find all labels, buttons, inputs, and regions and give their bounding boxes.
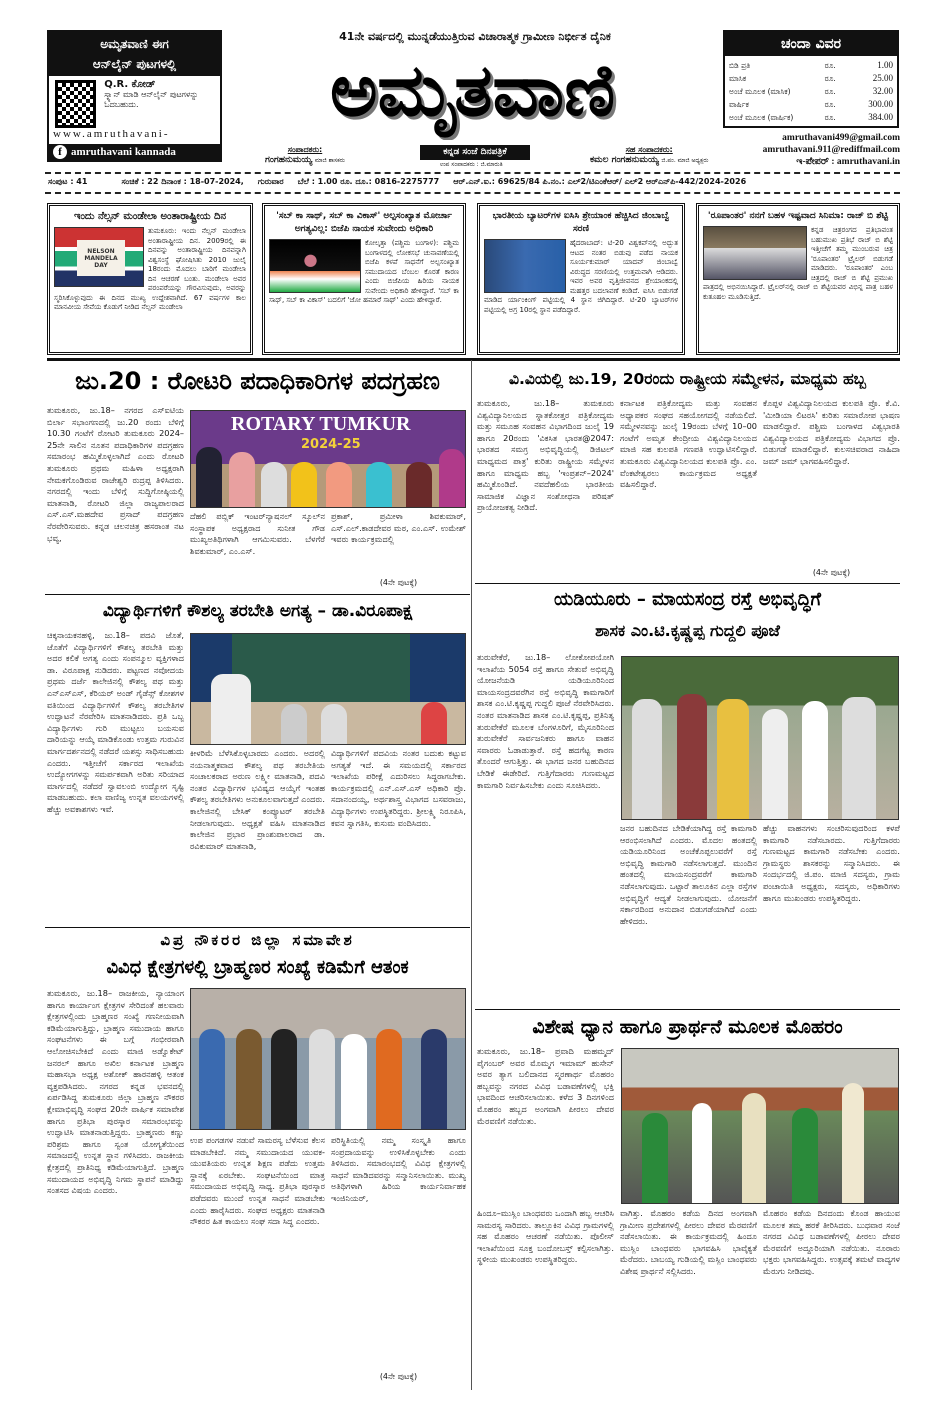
subscription-cur: ರೂ. [824,61,836,70]
rotary-banner-year: 2024-25 [301,437,361,452]
box-text: ತುಮಕೂರು: ಇಂದು ನೆಲ್ಸನ್ ಮಂಡೇಲಾ ಅಂತಾರಾಷ್ಟ್ರೀಯ ದಿನ. 2009ರಲ್ಲಿ ಈ ದಿನವನ್ನು ಅಂತಾರಾಷ್ಟ್ರೀಯ ದಿನವನ್ನಾಗಿ ವಿಶ್ವಸಂಸ್ಥೆ ಘೋಷಿಸಿತು 2010 ಜುಲೈ 18ರಂದು ಮೊದಲು ಬಾರಿಗೆ ಮಂಡೇಲಾ ದಿನ ಆಚರಣೆ ಬಂತು. ಮಂಡೇಲಾ ಅವರ ಪರಂಪರೆಯನ್ನು ಗೌರವಿಸುವುದು, ಅವರನ್ನು ಸ್ಮರಿಸಿಕೊಳ್ಳುವುದು ಈ ದಿನದ ಮುಖ್ಯ ಉದ್ದೇಶವಾಗಿದೆ. 67 ವರ್ಷಗಳ ಕಾಲ ಮಾನವೀಯ ಸೇವೆಯ ಕೊಡುಗೆ ನೀಡಿದ ನೆಲ್ಸನ್ ಮಂಡೇಲಾ [54,227,246,311]
article-university-col2: ಕರ್ನಾಟಕ ಪತ್ರಿಕೋದ್ಯಮ ಮತ್ತು ಸಂವಹನ ಅಧ್ಯಾಪಕರ ಸಂಘದ ಸಹಯೋಗದಲ್ಲಿ ನಡೆಯಲಿದೆ. ಸಮ್ಮೇಳನವನ್ನು ಜುಲೈ 19ರಂದು ಬೆಳಗ್ಗೆ 10–00 ಗಂಟೆಗೆ ಅಮೃತ ಕೇಂದ್ರೀಯ ವಿಶ್ವವಿದ್ಯಾನಿಲಯದ ಮಾಜಿ ಸಹ ಕುಲಪತಿ ಗಣಪತಿ ಉದ್ಘಾಟಿಸಲಿದ್ದಾರೆ. ತುಮಕೂರು ವಿಶ್ವವಿದ್ಯಾನಿಲಯದ ಕುಲಪತಿ ಪ್ರೊ. ಎಂ. ವೆಂಕಟೇಶ್ವರಲು ಕಾರ್ಯಕ್ರಮದ ಅಧ್ಯಕ್ಷತೆ ವಹಿಸಲಿದ್ದಾರೆ. [620,398,757,490]
subscription-label: ಬಿಡಿ ಪ್ರತಿ [729,61,751,70]
divider [45,192,900,194]
subscription-row [729,111,893,124]
epaper-link[interactable]: ಇ-ಪೇಪರ್ : amruthavani.in [796,157,900,167]
online-line1: ಅಮೃತವಾಣಿ ಈಗ [100,37,169,51]
article-road-col1: ತುರುವೇಕೆರೆ, ಜು.18– ಲೋಕೋಪಯೋಗಿ ಇಲಾಖೆಯ 5054 ರಸ್ತೆ ಹಾಗೂ ಸೇತುವೆ ಅಭಿವೃದ್ಧಿ ಯೋಜನೆಯಡಿ ಯಡಿಯೂರಿನಿಂದ ಮಾಯಸಂದ್ರದವರೆಗಿನ ರಸ್ತೆ ಅಭಿವೃದ್ಧಿ ಕಾಮಗಾರಿಗೆ ಶಾಸಕ ಎಂ.ಟಿ.ಕೃಷ್ಣಪ್ಪ ಗುದ್ದಲಿ ಪೂಜೆ ನೆರವೇರಿಸಿದರು. ನಂತರ ಮಾತನಾಡಿದ ಶಾಸಕ ಎಂ.ಟಿ.ಕೃಷ್ಣಪ್ಪ, ಪ್ರತಿನಿತ್ಯ ತುರುವೇಕೆರೆ ಮೂಲಕ ಬೆಂಗಳೂರಿಗೆ, ಮೈಸೂರಿನಿಂದ ತುರುವೇಕೆರೆ ಸಾರ್ವಜನಿಕರು ಹಾಗೂ ವಾಹನ ಸವಾರರು ಓಡಾಡುತ್ತಾರೆ. ರಸ್ತೆ ಹದಗೆಟ್ಟ ಕಾರಣ ತೊಂದರೆ ಆಗುತ್ತಿತ್ತು. ಈ ಭಾಗದ ಜನರ ಬಹುದಿನದ ಬೇಡಿಕೆ ಈಡೇರಿದೆ. ಗುತ್ತಿಗೆದಾರರು ಗುಣಮಟ್ಟದ ಕಾಮಗಾರಿ ನಿರ್ವಹಿಸಬೇಕು ಎಂದು ಸೂಚಿಸಿದರು. [477,652,614,790]
divider [475,583,900,584]
vipra-event-photo [190,988,466,1130]
box-headline: ಭಾರತೀಯ ಬ್ಯಾಟರ್‌ಗಳ ಐಸಿಸಿ ಶ್ರೇಯಾಂಕ ಹೆಚ್ಚಿಸಿದ ಜಿಂಬಾಬ್ವೆ ಸರಣಿ [492,211,670,234]
column-rule [471,360,472,1390]
headline-university: ವಿ.ವಿಯಲ್ಲಿ ಜು.19, 20ರಂದು ರಾಷ್ಟ್ರೀಯ ಸಮ್ಮೇಳನ, ಮಾಧ್ಯಮ ಹಬ್ಬ [509,370,866,388]
article-road-col2: ಜನರ ಬಹುದಿನದ ಬೇಡಿಕೆಯಾಗಿದ್ದ ರಸ್ತೆ ಕಾಮಗಾರಿ ಆರಂಭಿಸಲಾಗಿದೆ ಎಂದರು. ಮೊದಲ ಹಂತದಲ್ಲಿ ಯಡಿಯೂರಿನಿಂದ ಅಂಚೆಕೊಪ್ಪಲುವರೆಗೆ ರಸ್ತೆ ಅಭಿವೃದ್ಧಿ ಕಾಮಗಾರಿ ನಡೆಸಲಾಗುತ್ತದೆ. ಮುಂದಿನ ಹಂತದಲ್ಲಿ ಮಾಯಸಂದ್ರವರೆಗೆ ಕಾಮಗಾರಿ ನಡೆಸಲಾಗುವುದು. ಒಟ್ಟಾರೆ ತಾಲೂಕಿನ ಎಲ್ಲಾ ರಸ್ತೆಗಳ ಅಭಿವೃದ್ಧಿಗೆ ಆದ್ಯತೆ ನೀಡಲಾಗುವುದು. ಯೋಜನೆಗೆ ಸರ್ಕಾರದಿಂದ ಅನುದಾನ ಬಿಡುಗಡೆಯಾಗಿದೆ ಎಂದು ಹೇಳಿದರು. [620,823,757,926]
article-skill-col1: ಚಿಕ್ಕನಾಯಕನಹಳ್ಳಿ, ಜು.18– ಪದವಿ ಜೊತೆ, ಜೊತೆಗೆ ವಿದ್ಯಾರ್ಥಿಗಳಿಗೆ ಕೌಶಲ್ಯ ತರಬೇತಿ ಮತ್ತು ಅದರ ಕಲಿಕೆ ಅಗತ್ಯ ಎಂದು ಸಂಪನ್ಮೂಲ ವ್ಯಕ್ತಿಗಳಾದ ಡಾ. ವಿರೂಪಾಕ್ಷ ನುಡಿದರು. ಪಟ್ಟಣದ ನವೋದಯ ಪ್ರಥಮ ದರ್ಜೆ ಕಾಲೇಜಿನಲ್ಲಿ ಕೌಶಲ್ಯ ಪಥ ಮತ್ತು ಎನ್‌ಎಸ್‌ಎಸ್, ಕೆರಿಯರ್ ಅಂಡ್ ಗೈಡೆನ್ಸ್ ಕೋಶಗಳ ವತಿಯಿಂದ ವಿದ್ಯಾರ್ಥಿಗಳಿಗೆ ಕೌಶಲ್ಯ ತರಬೇತಿಗಳ ಉದ್ಘಾಟನೆ ನೆರವೇರಿಸಿ ಮಾತನಾಡಿದರು. ಪ್ರತಿ ಒಬ್ಬ ವಿದ್ಯಾರ್ಥಿಗಳು ಗುರಿ ಮುಟ್ಟಲು ಬಯಸುವ ದಾರಿಯನ್ನು ಆಯ್ಕೆ ಮಾಡಿಕೊಂಡು ಉತ್ತಮ ಗುರುವಿನ ಮಾರ್ಗದರ್ಶನದಲ್ಲಿ ನಡೆದರೆ ಯಶಸ್ಸು ಸಾಧಿಸಬಹುದು ಎಂದರು. ಇತ್ತೀಚೆಗೆ ಸರ್ಕಾರದ ಇಲಾಖೆಯ ಉದ್ಯೋಗಗಳನ್ನು ಸಮರ್ಪಕವಾಗಿ ಅರಿತು ಸರಿಯಾದ ಮಾರ್ಗದಲ್ಲಿ ನಡೆದರೆ ಸ್ವಾವಲಂಬಿ ಉದ್ಯೋಗ ಸೃಷ್ಟಿ ಮಾಡಬಹುದು. ಕಲಾ ವಾಣಿಜ್ಯ ಉನ್ನತ ವಲಯಗಳಲ್ಲಿ ಹೆಚ್ಚು ಅವಕಾಶಗಳು ಇವೆ. [47,630,184,814]
article-university-col3: ಕೊಪ್ಪಳ ವಿಶ್ವವಿದ್ಯಾನಿಲಯದ ಕುಲಪತಿ ಪ್ರೊ. ಕೆ.ವಿ. 'ಮೀಡಿಯಾ ಲಿಟರಸಿ' ಕುರಿತು ಸಮಾರೋಪ ಭಾಷಣ ಮಾಡಲಿದ್ದಾರೆ. ಪಶ್ಚಿಮ ಬಂಗಾಳದ ವಿಶ್ವಭಾರತಿ ವಿಶ್ವವಿದ್ಯಾಲಯದ ಪತ್ರಿಕೋದ್ಯಮ ವಿಭಾಗದ ಪ್ರೊ. ಬಿಡುಗಡೆ ಮಾಡಲಿದ್ದಾರೆ. ಕುಲಸಚಿವರಾದ ನಾಹಿದಾ ಜಮ್ ಜಮ್ ಭಾಗವಹಿಸಲಿದ್ದಾರೆ. [763,398,900,466]
article-muharram-col3: ಮೊಹರಂ ಕಡೆಯ ದಿನದಂದು ಕೊಂಡ ಹಾಯುವ ಮೂಲಕ ತಮ್ಮ ಹರಕೆ ತೀರಿಸಿದರು. ಬುಧವಾರ ಸಂಜೆ ನಗರದ ವಿವಿಧ ಬಡಾವಣೆಗಳಲ್ಲಿ ಪೀರಲು ದೇವರ ಮೆರವಣಿಗೆ ಅದ್ದೂರಿಯಾಗಿ ನಡೆಯಿತು. ನೂರಾರು ಭಕ್ತರು ಭಾಗವಹಿಸಿದ್ದರು. ಉತ್ಸವಕ್ಕೆ ತಮಟೆ ವಾದ್ಯಗಳ ಮೆರುಗು ನೀಡಿದವು. [763,1208,900,1276]
editor-note: ಮಾಜಿ ಶಾಸಕರು [314,157,345,164]
online-promo-box [47,30,222,162]
email-2[interactable]: amruthavani.911@rediffmail.com [762,145,900,155]
tagline: 41ನೇ ವರ್ಷದಲ್ಲಿ ಮುನ್ನಡೆಯುತ್ತಿರುವ ವಿಚಾರಾತ್ಮಕ ಗ್ರಾಮೀಣ ನಿರ್ಭೀತ ದೈನಿಕ [339,30,611,43]
divider [45,172,900,174]
divider [45,927,470,928]
article-vipra-col2: ಉಪ ಪಂಗಡಗಳ ನಡುವೆ ಸಾಮರಸ್ಯ ಬೆಳೆಸುವ ಕೆಲಸ ಮಾಡಬೇಕಿದೆ. ನಮ್ಮ ಸಮುದಾಯದ ಯುವಕ-ಯುವತಿಯರು ಉನ್ನತ ಶಿಕ್ಷಣ ಪಡೆದು ಉತ್ತಮ ಸ್ಥಾನಕ್ಕೆ ಏರಬೇಕು. ಸಂಘಟನೆಯಿಂದ ಮಾತ್ರ ಸಮುದಾಯದ ಅಭಿವೃದ್ಧಿ ಸಾಧ್ಯ. ಪ್ರತಿಭಾ ಪುರಸ್ಕಾರ ಪಡೆದವರು ಮುಂದೆ ಉನ್ನತ ಸಾಧನೆ ಮಾಡಬೇಕು ಎಂದು ಹಾರೈಸಿದರು. ಸಂಘದ ಅಧ್ಯಕ್ಷರು ಮಾತನಾಡಿ ನೌಕರರ ಹಿತ ಕಾಯಲು ಸಂಘ ಸದಾ ಸಿದ್ಧ ಎಂದರು. [190,1135,325,1227]
volume: ಸಂಪುಟ : 41 [48,177,88,186]
qr-code[interactable] [55,80,96,128]
headline-rotary: ಜು.20 : ರೋಟರಿ ಪದಾಧಿಕಾರಿಗಳ ಪದಗ್ರಹಣ [75,367,440,395]
co-editor-label: ಸಹ ಸಂಪಾದಕರು: [625,145,673,154]
continued-label: (4ನೇ ಪುಟಕ್ಕೆ) [812,568,851,577]
facebook-page[interactable]: amruthavani kannada [71,146,176,158]
issue-date: ಸಂಚಿಕೆ : 22 ದಿನಾಂಕ : 18-07-2024, [121,177,244,186]
article-muharram-col4: ಹಿಂದೂ–ಮುಸ್ಲಿಂ ಬಾಂಧವರು ಒಂದಾಗಿ ಹಬ್ಬ ಆಚರಿಸಿ ಸಾಮರಸ್ಯ ಸಾರಿದರು. ತಾಲ್ಲೂಕಿನ ವಿವಿಧ ಗ್ರಾಮಗಳಲ್ಲಿ ಸಹ ಮೊಹರಂ ಆಚರಣೆ ನಡೆಯಿತು. ಪೊಲೀಸ್ ಇಲಾಖೆಯಿಂದ ಸೂಕ್ತ ಬಂದೋಬಸ್ತ್ ಕಲ್ಪಿಸಲಾಗಿತ್ತು. ಸ್ಥಳೀಯ ಮುಖಂಡರು ಉಪಸ್ಥಿತರಿದ್ದರು. [477,1208,614,1265]
news-box-mandela [47,203,253,355]
online-line2: ಆನ್‌ಲೈನ್ ಪುಟಗಳಲ್ಲಿ [92,57,177,71]
subscription-title: ಚಂದಾ ವಿವರ [725,32,897,56]
divider [45,594,470,595]
subscription-amount: 32.00 [872,86,893,96]
article-muharram-col2: ವಾಗಿತ್ತು. ಮೊಹರಂ ಕಡೆಯ ದಿನದ ಅಂಗವಾಗಿ ಗ್ರಾಮೀಣ ಪ್ರದೇಶಗಳಲ್ಲಿ ಪೀರಲು ದೇವರ ಮೆರವಣಿಗೆ ನಡೆಸಲಾಯಿತು. ಈ ಕಾರ್ಯಕ್ರಮದಲ್ಲಿ ಹಿಂದೂ ಮುಸ್ಲಿಂ ಬಾಂಧವರು ಭಾಗವಹಿಸಿ ಭಾವೈಕ್ಯತೆ ಮೆರೆದರು. ಬಾಬಯ್ಯ ಗುಡಿಯಲ್ಲಿ ಮಸ್ಲಿಂ ಬಾಂಧವರು ವಿಶೇಷ ಪ್ರಾರ್ಥನೆ ಸಲ್ಲಿಸಿದರು. [620,1208,757,1276]
subscription-label: ಅಂಚೆ ಮೂಲಕ (ವಾರ್ಷಿಕ) [729,113,794,122]
news-box-suvendu [262,203,466,355]
website-text[interactable]: www.amruthavani- [53,128,170,140]
subscription-amount: 384.00 [868,112,893,122]
box-text: ಹೈದರಾಬಾದ್: ಟಿ-20 ವಿಶ್ವಕಪ್‌ನಲ್ಲಿ ಅದ್ಭುತ ಆಟದ ನಂತರ ಬಿಡುವು ಪಡೆದ ನಾಯಕ ಸೂರ್ಯಕುಮಾರ್ ಯಾದವ್ ಜಿಂಬಾಬ್ವೆ ವಿರುದ್ಧದ ಸರಣಿಯಲ್ಲಿ ಉತ್ತಮವಾಗಿ ಆಡಿದರು. ಇವರ ಅವರ ವೃತ್ತಿಜೀವನದ ಶ್ರೇಯಾಂಕದಲ್ಲಿ ಮಹತ್ತರ ಬದಲಾವಣೆ ಕಂಡಿದೆ. ಐಸಿಸಿ ಬಿಡುಗಡೆ ಮಾಡಿದ ರ್ಯಾಂಕಿಂಗ್ ಪಟ್ಟಿಯಲ್ಲಿ 4 ಸ್ಥಾನ ಜಿಗಿದಿದ್ದಾರೆ. ಟಿ-20 ಬ್ಯಾಟರ್‌ಗಳ ಪಟ್ಟಿಯಲ್ಲಿ ಅಗ್ರ 10ರಲ್ಲಿ ಸ್ಥಾನ ಪಡೆದಿದ್ದಾರೆ. [484,239,678,314]
news-box-cricket [477,203,685,355]
subscription-cur: ರೂ. [824,113,836,122]
deputy-editor: ಉಪ ಸಂಪಾದಕರು : ಜಿ.ಮಾರುತಿ [440,161,503,168]
divider [47,358,900,361]
mandela-day-image [54,227,144,287]
headline-muharram: ವಿಶೇಷ ಧ್ಯಾನ ಹಾಗೂ ಪ್ರಾರ್ಥನೆ ಮೂಲಕ ಮೊಹರಂ [532,1016,843,1038]
subscription-label: ಅಂಚೆ ಮೂಲಕ (ಮಾಸಿಕ) [729,87,791,96]
article-skill-col2: ಕೀಳರಿಮೆ ಬೆಳೆಸಿಕೊಳ್ಳಬಾರದು ಎಂದರು. ಅದರಲ್ಲಿ ನಯನಾತ್ಮಕವಾದ ಕೌಶಲ್ಯ ಪಥ ತರಬೇತಿಯ ಸಂಚಾಲಕರಾದ ಅರುಣ ಲಕ್ಷ್ಮೀ ಮಾತನಾಡಿ, ಪದವಿ ನಂತರ ವಿದ್ಯಾರ್ಥಿಗಳ ಭವಿಷ್ಯದ ಆಯ್ಕೆಗೆ ಇಂತಹ ಕೌಶಲ್ಯ ತರಬೇತಿಗಳು ಅನುಕೂಲವಾಗುತ್ತದೆ ಎಂದರು. ಕಾಲೇಜಿನಲ್ಲಿ ಬೇಸಿಕ್ ಕಂಪ್ಯೂಟರ್ ತರಬೇತಿ ನೀಡಲಾಗುವುದು. ಅಧ್ಯಕ್ಷತೆ ವಹಿಸಿ ಮಾತನಾಡಿದ ಕಾಲೇಜಿನ ಪ್ರಭಾರ ಪ್ರಾಂಶುಪಾಲರಾದ ಡಾ. ರವಿಕುಮಾರ್ ಮಾತನಾಡಿ, [190,748,325,851]
facebook-icon[interactable]: f [53,145,67,159]
article-rotary-col1: ತುಮಕೂರು, ಜು.18– ನಗರದ ಎಸ್‌ಐಟಿಯ ಬಿರ್ಲಾ ಸಭಾಂಗಣದಲ್ಲಿ ಜು.20 ರಂದು ಬೆಳಿಗ್ಗೆ 10.30 ಗಂಟೆಗೆ ರೋಟರಿ ತುಮಕೂರು 2024–25ನೇ ಸಾಲಿನ ನೂತನ ಪದಾಧಿಕಾರಿಗಳ ಪದಗ್ರಹಣ ಸಮಾರಂಭ ಹಮ್ಮಿಕೊಳ್ಳಲಾಗಿದೆ ಎಂದು ರೋಟರಿ ತುಮಕೂರು ಪ್ರಥಮ ಮಹಿಳಾ ಅಧ್ಯಕ್ಷರಾಗಿ ನೇಮಕಗೊಂಡಿರುವ ರಾಜೇಶ್ವರಿ ರುದ್ರಪ್ಪ ತಿಳಿಸಿದರು. ನಗರದಲ್ಲಿ ಇಂದು ಬೆಳಿಗ್ಗೆ ಸುದ್ದಿಗೋಷ್ಠಿಯಲ್ಲಿ ಮಾತನಾಡಿ, ರೋಟರಿ ಜಿಲ್ಲಾ ರಾಜ್ಯಪಾಲರಾದ ಎಸ್.ಎಸ್.ಮಹದೇವ ಪ್ರಸಾದ್ ಪದಗ್ರಹಣ ನೆರವೇರಿಸುವರು. ಕನ್ನಡ ಚಲನಚಿತ್ರ ಹಸರಾಂತ ನಟ ಭವ್ಯ, [47,405,184,543]
newspaper-logo: ಅಮೃತವಾಣಿ [329,48,616,132]
co-editor-block [590,145,708,165]
registration: ಆರ್.ಎನ್.ಐ.: 69625/84 ಪಿ.ನಂ.: ಎಲ್2/ಟಿಎಂಕೆಆರ್/ ಎಲ್2 ಆರ್‌ಎನ್‌ಪಿ-442/2024-2026 [453,177,747,186]
road-ceremony-photo [621,656,899,820]
headline-vipra: ವಿವಿಧ ಕ್ಷೇತ್ರಗಳಲ್ಲಿ ಬ್ರಾಹ್ಮಣರ ಸಂಖ್ಯೆ ಕಡಿಮೆಗೆ ಆತಂಕ [106,957,409,978]
headline-road-1: ಯಡಿಯೂರು – ಮಾಯಸಂದ್ರ ರಸ್ತೆ ಅಭಿವೃದ್ಧಿಗೆ [553,589,822,610]
subscription-row [729,85,893,98]
article-rotary-col2: ದೆಹಲಿ ಪಬ್ಲಿಕ್ ಇಂಟರ್‌ನ್ಯಾಷನಲ್ ಸ್ಕೂಲ್‌ನ ಸಂಸ್ಥಾಪಕ ಅಧ್ಯಕ್ಷರಾದ ಸುನೀತ ಗೌಡ ಮುಖ್ಯಅತಿಥಿಗಳಾಗಿ ಆಗಮಿಸುವರು. ಬೆಳಗೆರೆ ಶಿವಕುಮಾರ್, ಎಂ.ಎಸ್. [190,511,325,556]
kicker-vipra: ವಿಪ್ರ ನೌಕರರ ಜಿಲ್ಲಾ ಸಮಾವೇಶ [160,931,355,949]
article-vipra-col1: ತುಮಕೂರು, ಜು.18– ರಾಜಕೀಯ, ನ್ಯಾಯಾಂಗ ಹಾಗೂ ಕಾರ್ಯಾಂಗ ಕ್ಷೇತ್ರಗಳ ಸೇರಿದಂತೆ ಹಲವಾರು ಕ್ಷೇತ್ರಗಳಲ್ಲಿಂದು ಬ್ರಾಹ್ಮಣರ ಸಂಖ್ಯೆ ಗಣನೀಯವಾಗಿ ಕಡಿಮೆಯಾಗುತ್ತಿದ್ದು, ಬ್ರಾಹ್ಮಣ ಸಮುದಾಯ ಹಾಗೂ ಸಂಘಟನೆಗಳು ಈ ಬಗ್ಗೆ ಗಂಭೀರವಾಗಿ ಆಲೋಚಿಸಬೇಕಿದೆ ಎಂದು ಮಾಜಿ ಅಡ್ವೊಕೇಟ್ ಜನರಲ್ ಹಾಗೂ ಅಖಿಲ ಕರ್ನಾಟಕ ಬ್ರಾಹ್ಮಣ ಮಹಾಸಭಾ ಅಧ್ಯಕ್ಷ ಅಶೋಕ್ ಹಾರನಹಳ್ಳಿ ಆತಂಕ ವ್ಯಕ್ತಪಡಿಸಿದರು. ನಗರದ ಕನ್ನಡ ಭವನದಲ್ಲಿ ಏರ್ಪಡಿಸಿದ್ದ ತುಮಕೂರು ಜಿಲ್ಲಾ ಬ್ರಾಹ್ಮಣ ನೌಕರರ ಕ್ಷೇಮಾಭಿವೃದ್ಧಿ ಸಂಘದ 20ನೇ ವಾರ್ಷಿಕ ಸಮಾವೇಶ ಹಾಗೂ ಪ್ರತಿಭಾ ಪುರಸ್ಕಾರ ಸಮಾರಂಭವನ್ನು ಉದ್ಘಾಟಿಸಿ ಮಾತನಾಡುತ್ತಿದ್ದರು. ಬ್ರಾಹ್ಮಣರು ಕಣ್ಣು ಪರಿಶ್ರಮ ಹಾಗೂ ಸ್ವಂತ ಯೋಗ್ಯತೆಯಿಂದ ಸಮಾಜದಲ್ಲಿ ಉನ್ನತ ಸ್ಥಾನ ಗಳಿಸಿದರು. ರಾಜಕೀಯ ಕ್ಷೇತ್ರದಲ್ಲಿ ಪ್ರಾತಿನಿಧ್ಯ ಕಡಿಮೆಯಾಗುತ್ತಿದೆ. ಬ್ರಾಹ್ಮಣ ಸಮುದಾಯದ ಅಭಿವೃದ್ಧಿ ನಿಗಮ ಸ್ಥಾಪನೆ ಮಾಡಿದ್ದು ಸಂತಸದ ವಿಷಯ ಎಂದರು. [47,988,184,1196]
box-headline: ಇಂದು ನೆಲ್ಸನ್ ಮಂಡೇಲಾ ಅಂತಾರಾಷ್ಟ್ರೀಯ ದಿನ [73,211,227,222]
qr-title: Q.R. ಕೋಡ್ [104,79,156,90]
editor-block [265,145,345,165]
co-editor-name: ಕಮಲ ಗಂಗಹನುಮಯ್ಯ [590,155,659,165]
box-headline: 'ರೂಪಾಂತರ' ನನಗೆ ಬಹಳ ಇಷ್ಟವಾದ ಸಿನಿಮಾ: ರಾಜ್ ಬಿ ಶೆಟ್ಟಿ [707,211,889,221]
subscription-amount: 25.00 [872,73,893,83]
subscription-row [729,98,893,111]
subscription-row [729,59,893,72]
subscription-box [723,30,899,128]
editor-name: ಗಂಗಹನುಮಯ್ಯ [265,155,313,165]
cricket-photo [484,239,566,293]
news-box-raj-b-shetty [696,203,900,355]
qr-text: ಸ್ಕ್ಯಾನ್ ಮಾಡಿ ಆನ್‌ಲೈನ್ ಪುಟಗಳನ್ನು ಓದಬಹುದು. [104,90,199,109]
continued-label: (4ನೇ ಪುಟಕ್ಕೆ) [379,1372,418,1381]
mandela-calendar-text: NELSON MANDELA DAY [77,240,125,276]
subscription-cur: ರೂ. [824,100,836,109]
article-university-col1: ತುಮಕೂರು, ಜು.18– ತುಮಕೂರು ವಿಶ್ವವಿದ್ಯಾನಿಲಯದ ಸ್ನಾತಕೋತ್ತರ ಪತ್ರಿಕೋದ್ಯಮ ಮತ್ತು ಸಮೂಹ ಸಂವಹನ ವಿಭಾಗದಿಂದ ಜುಲೈ 19 ಹಾಗೂ 20ರಂದು 'ವಿಕಸಿತ ಭಾರತ@2047: ಭಾರತದ ಸಮಗ್ರ ಅಭಿವೃದ್ಧಿಯಲ್ಲಿ ಡಿಜಿಟಲ್ ಮಾಧ್ಯಮದ ಪಾತ್ರ' ಕುರಿತು ರಾಷ್ಟ್ರೀಯ ಸಮ್ಮೇಳನ ಹಾಗೂ ಮಾಧ್ಯಮ ಹಬ್ಬ 'ಇಂಪ್ರಶನ್–2024' ಹಮ್ಮಿಕೊಂಡಿದೆ. ನವದೆಹಲಿಯ ಭಾರತೀಯ ಸಾಮಾಜಿಕ ವಿಜ್ಞಾನ ಸಂಶೋಧನಾ ಪರಿಷತ್ ಪ್ರಾಯೋಜಕತ್ವ ನೀಡಿದೆ. [477,398,614,513]
article-vipra-col3: ಪರಿಸ್ಥಿತಿಯಲ್ಲಿ ನಮ್ಮ ಸಂಸ್ಕೃತಿ ಹಾಗೂ ಸಂಪ್ರದಾಯವನ್ನು ಉಳಿಸಿಕೊಳ್ಳಬೇಕು ಎಂದು ತಿಳಿಸಿದರು. ಸಮಾರಂಭದಲ್ಲಿ ವಿವಿಧ ಕ್ಷೇತ್ರಗಳಲ್ಲಿ ಸಾಧನೆ ಮಾಡಿದವರನ್ನು ಸನ್ಮಾನಿಸಲಾಯಿತು. ಮುಖ್ಯ ಅತಿಥಿಗಳಾಗಿ ಹಿರಿಯ ಕಾರ್ಯನಿರ್ವಾಹಕ ಇಂಜಿನಿಯರ್, [331,1135,466,1203]
box-text: ಕೋಲ್ಕತ್ತಾ (ಪಶ್ಚಿಮ ಬಂಗಾಳ): ಪಶ್ಚಿಮ ಬಂಗಾಳದಲ್ಲಿ ಲೋಕಸಭೆ ಚುನಾವಣೆಯಲ್ಲಿ ಬಿಜೆಪಿ ಕಳಪೆ ಸಾಧನೆಗೆ ಅಲ್ಪಸಂಖ್ಯಾತ ಸಮುದಾಯದ ಬೆಂಬಲ ಕೊರತೆ ಕಾರಣ ಎಂದು ಬಿಜೆಪಿಯ ಹಿರಿಯ ನಾಯಕ ಸುವೇಂದು ಅಧಿಕಾರಿ ಹೇಳಿದ್ದಾರೆ. 'ಸಬ್ ಕಾ ಸಾಥ್, ಸಬ್ ಕಾ ವಿಕಾಸ್' ಬದಲಿಗೆ 'ಜೋ ಹಮಾರೆ ಸಾಥ್' ಎಂದು ಹೇಳಿದ್ದಾರೆ. [269,239,459,304]
headline-road-2: ಶಾಸಕ ಎಂ.ಟಿ.ಕೃಷ್ಣಪ್ಪ ಗುದ್ದಲಿ ಪೂಜೆ [595,621,780,640]
weekday: ಗುರುವಾರ [257,177,284,186]
editor-label: ಸಂಪಾದಕರು: [287,145,323,154]
subscription-cur: ರೂ. [824,87,836,96]
film-team-photo [703,226,807,280]
skill-training-photo [190,633,466,745]
subscription-cur: ರೂ. [824,74,836,83]
divider [475,1009,900,1010]
article-road-col3: ಹೆಚ್ಚು ವಾಹನಗಳು ಸಂಚರಿಸುವುದರಿಂದ ಕಳಪೆ ಕಾಮಗಾರಿ ನಡೆಸಬಾರದು. ಗುತ್ತಿಗೆದಾರರು ಗುಣಮಟ್ಟದ ಕಾಮಗಾರಿ ನಡೆಸಬೇಕು ಎಂದರು. ಗ್ರಾಮಸ್ಥರು ಶಾಸಕರನ್ನು ಸನ್ಮಾನಿಸಿದರು. ಈ ಸಂದರ್ಭದಲ್ಲಿ ಜಿ.ಪಂ. ಮಾಜಿ ಸದಸ್ಯರು, ಗ್ರಾಮ ಪಂಚಾಯಿತಿ ಅಧ್ಯಕ್ಷರು, ಸದಸ್ಯರು, ಅಧಿಕಾರಿಗಳು ಹಾಗೂ ಮುಖಂಡರು ಉಪಸ್ಥಿತರಿದ್ದರು. [763,823,900,903]
article-skill-col3: ವಿದ್ಯಾರ್ಥಿಗಳಿಗೆ ಪದವಿಯ ನಂತರ ಬದುಕು ಕಟ್ಟುವ ಅಗತ್ಯತೆ ಇದೆ. ಈ ಸಮಯದಲ್ಲಿ ಸರ್ಕಾರದ ಇಲಾಖೆಯ ಪರೀಕ್ಷೆ ಎದುರಿಸಲು ಸಿದ್ಧರಾಗಬೇಕು. ಕಾರ್ಯಕ್ರಮದಲ್ಲಿ ಎನ್.ಎಸ್.ಎಸ್ ಅಧಿಕಾರಿ ಪ್ರೊ. ಸದಾನಂದಯ್ಯ, ಅರ್ಥಶಾಸ್ತ್ರ ವಿಭಾಗದ ಬಸವರಾಜು, ವಿದ್ಯಾರ್ಥಿಗಳು ಉಪಸ್ಥಿತರಿದ್ದರು. ಶ್ರೀಲಕ್ಷ್ಮಿ ನಿರೂಪಿಸಿ, ಕವನ ಸ್ವಾಗತಿಸಿ, ಕುಸುಮ ವಂದಿಸಿದರು. [331,748,466,828]
suvendu-photo [269,239,361,293]
article-rotary-col3: ಪ್ರಕಾಶ್, ಪ್ರಮೀಳಾ ಶಿವಕುಮಾರ್, ಎಸ್.ಎಲ್.ಕಾಡದೇವರ ಮಠ, ಎಂ.ಎಸ್. ಉಮೇಶ್ ಇವರು ಕಾರ್ಯಕ್ರಮದಲ್ಲಿ [331,511,466,545]
rotary-group-photo [190,410,466,508]
co-editor-note: ಜಿ.ಪಂ. ಮಾಜಿ ಅಧ್ಯಕ್ಷರು [661,157,709,164]
subtitle-banner: ಕನ್ನಡ ಸಂಜೆ ದಿನಪತ್ರಿಕೆ [420,145,530,160]
rotary-banner-title: ROTARY TUMKUR [231,413,411,435]
subscription-amount: 1.00 [877,60,893,70]
price-phone: ಬೆಲೆ : 1.00 ರೂ. ದೂ.: 0816-2275777 [297,177,440,186]
headline-skill-training: ವಿದ್ಯಾರ್ಥಿಗಳಿಗೆ ಕೌಶಲ್ಯ ತರಬೇತಿ ಅಗತ್ಯ – ಡಾ.ವಿರೂಪಾಕ್ಷ [102,601,413,621]
dateline [48,177,898,187]
muharram-procession-photo [621,1048,899,1204]
subscription-label: ವಾರ್ಷಿಕ [729,100,749,109]
box-text: ಕನ್ನಡ ಚಿತ್ರರಂಗದ ಪ್ರತಿಭಾವಂತ ಬಹುಮುಖ ಪ್ರತಿಭೆ ರಾಜ್ ಬಿ ಶೆಟ್ಟಿ ಇತ್ತೀಚೆಗೆ ತಮ್ಮ ಮುಂಬರುವ ಚಿತ್ರ 'ರೂಪಾಂತರ' ಟ್ರೈಲರ್ ಬಿಡುಗಡೆ ಮಾಡಿದರು. 'ರೂಪಾಂತರ' ಎಂಬ ಚಿತ್ರದಲ್ಲಿ ರಾಜ್ ಬಿ ಶೆಟ್ಟಿ ಪ್ರಮುಖ ಪಾತ್ರದಲ್ಲಿ ಅಭಿನಯಿಸಿದ್ದಾರೆ. ಟ್ರೈಲರ್‌ನಲ್ಲಿ ರಾಜ್ ಬಿ ಶೆಟ್ಟಿಯವರ ವಿಭಿನ್ನ ಪಾತ್ರ ಬಹಳ ಕುತೂಹಲ ಮೂಡಿಸುತ್ತಿದೆ. [703,226,893,301]
box-headline: 'ಸಬ್ ಕಾ ಸಾಥ್, ಸಬ್ ಕಾ ವಿಕಾಸ್' ಅಲ್ಪಸಂಖ್ಯಾತ ಮೋರ್ಚಾ ಅಗತ್ಯವಿಲ್ಲ: ಬಿಜೆಪಿ ನಾಯಕ ಸುವೇಂದು ಅಧಿಕಾರಿ [276,211,452,234]
subscription-amount: 300.00 [868,99,893,109]
subscription-label: ಮಾಸಿಕ [729,74,747,83]
subscription-row [729,72,893,85]
continued-label: (4ನೇ ಪುಟಕ್ಕೆ) [379,578,418,587]
article-muharram-col1: ತುಮಕೂರು, ಜು.18– ಪ್ರವಾದಿ ಮಹಮ್ಮದ್ ಪೈಗಂಬರ್ ಅವರ ಮೊಮ್ಮಗ ಇಮಾಮ್ ಹುಸೇನ್ ಅವರ ತ್ಯಾಗ ಬಲಿದಾನದ ಸ್ಮರಣಾರ್ಥ ಮೊಹರಂ ಹಬ್ಬವನ್ನು ನಗರದ ವಿವಿಧ ಬಡಾವಣೆಗಳಲ್ಲಿ ಭಕ್ತಿ ಭಾವದಿಂದ ಆಚರಿಸಲಾಯಿತು. ಕಳೆದ 3 ದಿನಗಳಿಂದ ಮೊಹರಂ ಹಬ್ಬದ ಅಂಗವಾಗಿ ಪೀರಲು ದೇವರ ಮೆರವಣಿಗೆ ನಡೆಯಿತು. [477,1046,614,1126]
email-1[interactable]: amruthavani499@gmail.com [782,133,900,143]
